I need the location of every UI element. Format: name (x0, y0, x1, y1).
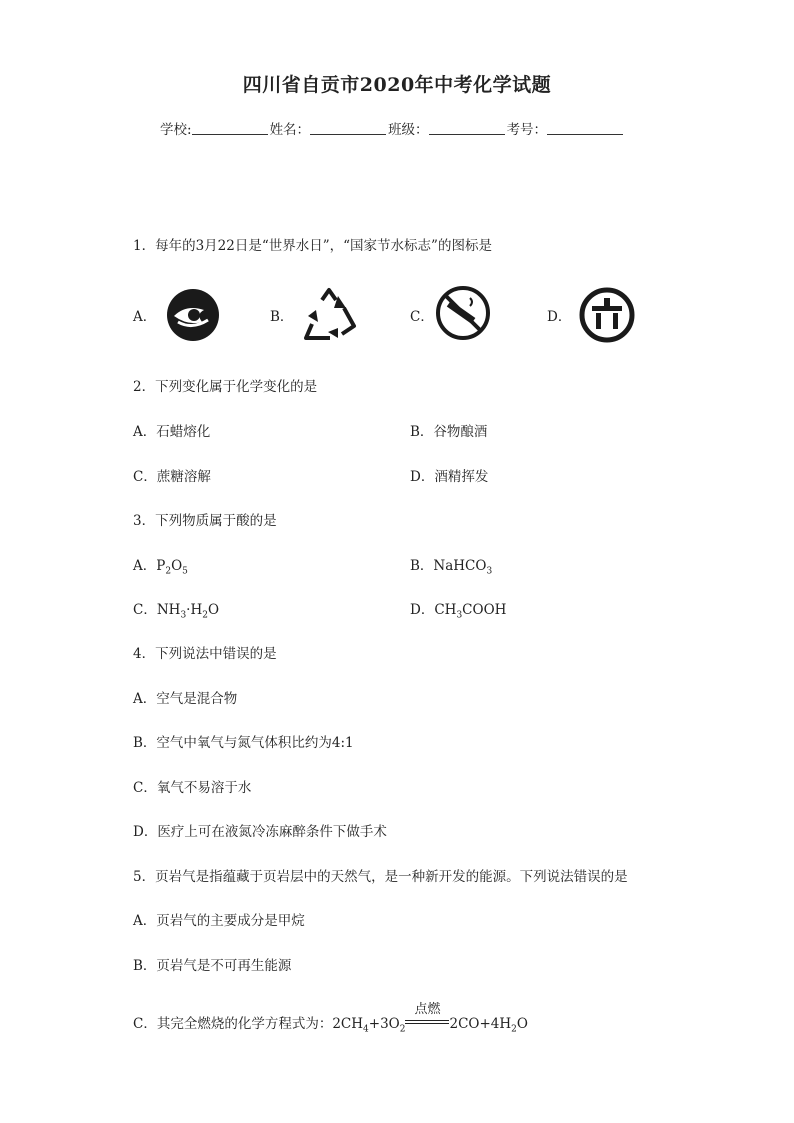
name-blank[interactable] (310, 121, 386, 135)
question-5-stem: 5．页岩气是指蕴藏于页岩层中的天然气，是一种新开发的能源。下列说法错误的是 (133, 869, 628, 885)
q5-option-a: A．页岩气的主要成分是甲烷 (133, 913, 305, 929)
name-label: 姓名： (269, 122, 311, 138)
class-label: 班级： (388, 122, 429, 138)
q3-option-a: A．$P_2O_5$ (133, 558, 188, 577)
q4-option-b: B．空气中氧气与氮气体积比约为4:1 (133, 735, 354, 751)
water-saving-icon (164, 286, 222, 344)
q4-option-d: D．医疗上可在液氮冷冻麻醉条件下做手术 (133, 824, 387, 840)
q4-option-a: A．空气是混合物 (133, 691, 238, 707)
student-info-line (160, 118, 625, 138)
no-smoking-icon (434, 284, 492, 342)
q4-option-c: C．氧气不易溶于水 (133, 780, 252, 796)
q1-option-b-label: B． (270, 309, 294, 325)
exam-no-label: 考号： (506, 122, 548, 138)
q1-option-c-label: C． (410, 309, 434, 325)
q2-option-d: D．酒精挥发 (410, 469, 489, 485)
question-4-stem: 4．下列说法中错误的是 (133, 646, 277, 662)
q5-option-b: B．页岩气是不可再生能源 (133, 958, 292, 974)
school-blank[interactable] (192, 121, 268, 135)
q3-option-b: B．NaHCO$_3$ (410, 558, 493, 577)
combustion-equation: $2CH_4+3O_2$ 点燃 $2CO+4H_2O$ (332, 1016, 528, 1032)
page-title: 四川省自贡市2020年中考化学试题 (242, 74, 552, 96)
class-blank[interactable] (429, 121, 505, 135)
energy-saving-icon (578, 286, 636, 344)
q3-option-c: C．$NH_3\cdot H_2O$ (133, 602, 220, 621)
q5-option-c-prefix: C．其完全燃烧的化学方程式为： (133, 1016, 333, 1032)
question-3-stem: 3．下列物质属于酸的是 (133, 513, 277, 529)
q2-option-a: A．石蜡熔化 (133, 424, 211, 440)
q1-option-a-label: A． (133, 309, 157, 325)
reaction-arrow (405, 1002, 449, 1034)
exam-no-blank[interactable] (547, 121, 623, 135)
reaction-condition: 点燃 (414, 1002, 441, 1017)
q5-option-c (133, 1002, 528, 1035)
recycle-icon (300, 286, 358, 344)
q3-option-d: D．$CH_3COOH$ (410, 602, 507, 621)
question-1-stem: 1．每年的3月22日是“世界水日”，“国家节水标志”的图标是 (133, 238, 492, 254)
question-2-stem: 2．下列变化属于化学变化的是 (133, 379, 318, 395)
school-label: 学校: (160, 122, 192, 138)
q2-option-b: B．谷物酿酒 (410, 424, 488, 440)
q2-option-c: C．蔗糖溶解 (133, 469, 211, 485)
q1-option-d-label: D． (547, 309, 572, 325)
